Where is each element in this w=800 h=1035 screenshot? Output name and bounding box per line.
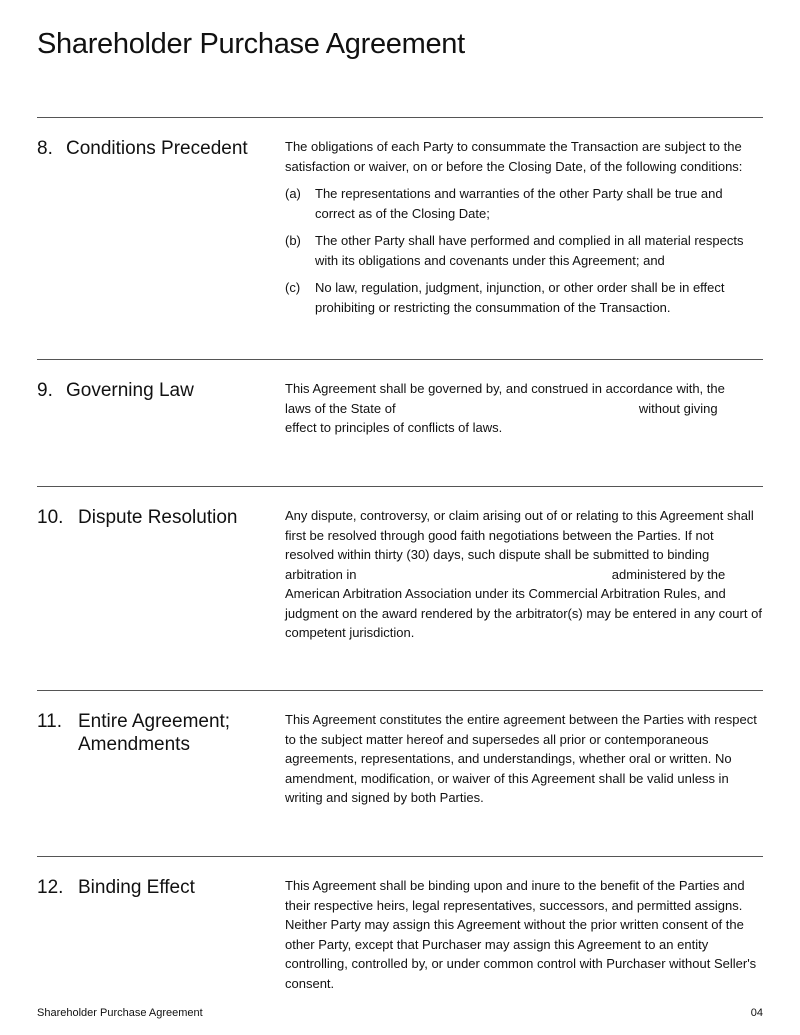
section-body	[285, 710, 763, 808]
list-item	[285, 231, 763, 270]
page-footer	[37, 1007, 763, 1019]
body-text: This Agreement shall be binding upon and inure to the benefit of the Parties and their respective heirs, legal representatives, successors, and permitted assigns. Neither Party may assign this Agreement without the prior written consent of the other Party, except that Purchaser may assign this Agreement to an entity controlling, controlled by, or under common control with Purchaser without Seller's consent.	[285, 878, 757, 991]
footer-title: Shareholder Purchase Agreement	[37, 1007, 203, 1019]
section-entire-agreement	[37, 690, 763, 856]
body-text: This Agreement shall be governed by, and construed in accordance with, the laws of the State of	[285, 381, 725, 416]
list-item	[285, 184, 763, 223]
section-conditions-precedent	[37, 117, 763, 359]
page-title: Shareholder Purchase Agreement	[37, 28, 465, 60]
body-text: This Agreement constitutes the entire agreement between the Parties with respect to the subject matter hereof and supersedes all prior or contemporaneous agreements, representations, and understandings, whether oral or written. No amendment, modification, or waiver of this Agreement shall be valid unless in writing and signed by both Parties.	[285, 712, 757, 805]
section-title: Binding Effect	[78, 877, 195, 898]
list-item	[285, 278, 763, 317]
section-heading	[37, 379, 277, 402]
body-text: administered by the American Arbitration Association under its Commercial Arbitration Rules, and judgment on the award rendered by the arbitrator(s) may be entered in any court of competent jurisdiction.	[285, 566, 762, 640]
item-label: (b)	[285, 233, 301, 248]
section-heading	[37, 506, 277, 529]
section-title: Entire Agreement; Amendments	[78, 711, 231, 755]
section-number: 11.	[37, 711, 63, 732]
section-title: Conditions Precedent	[66, 138, 248, 159]
section-dispute-resolution	[37, 486, 763, 690]
section-binding-effect	[37, 856, 763, 1016]
body-text: without giving effect to principles of conflicts of laws.	[285, 400, 718, 435]
section-title: Governing Law	[66, 380, 194, 401]
section-title: Dispute Resolution	[78, 507, 238, 528]
section-number: 10.	[37, 507, 64, 528]
item-label: (a)	[285, 186, 301, 201]
page-number: 04	[750, 1007, 763, 1019]
item-label: (c)	[285, 280, 301, 295]
body-text: Any dispute, controversy, or claim arising out of or relating to this Agreement shall first be resolved through good faith negotiations between the Parties. If not resolved within thirty (30) days, such dispute shall be submitted to binding arbitration in	[285, 508, 754, 582]
section-heading	[37, 876, 277, 899]
arbitration-location-field[interactable]	[360, 566, 608, 582]
item-text: No law, regulation, judgment, injunction, or other order shall be in effect prohibiting or restricting the consummation of the Transaction.	[315, 280, 725, 315]
item-text: The other Party shall have performed and complied in all material respects with its obligations and covenants under this Agreement; and	[315, 233, 744, 268]
section-body	[285, 137, 763, 317]
section-intro: The obligations of each Party to consummate the Transaction are subject to the satisfaction or waiver, on or before the Closing Date, of the following conditions:	[285, 139, 743, 174]
governing-state-field[interactable]	[399, 400, 635, 416]
section-body	[285, 379, 745, 438]
item-text: The representations and warranties of the other Party shall be true and correct as of the Closing Date;	[315, 186, 723, 221]
section-body	[285, 506, 763, 643]
section-body	[285, 876, 763, 993]
section-number: 8.	[37, 138, 53, 159]
section-governing-law	[37, 359, 763, 486]
section-number: 9.	[37, 380, 53, 401]
section-heading	[37, 137, 277, 160]
section-heading	[37, 710, 277, 756]
section-number: 12.	[37, 877, 64, 898]
